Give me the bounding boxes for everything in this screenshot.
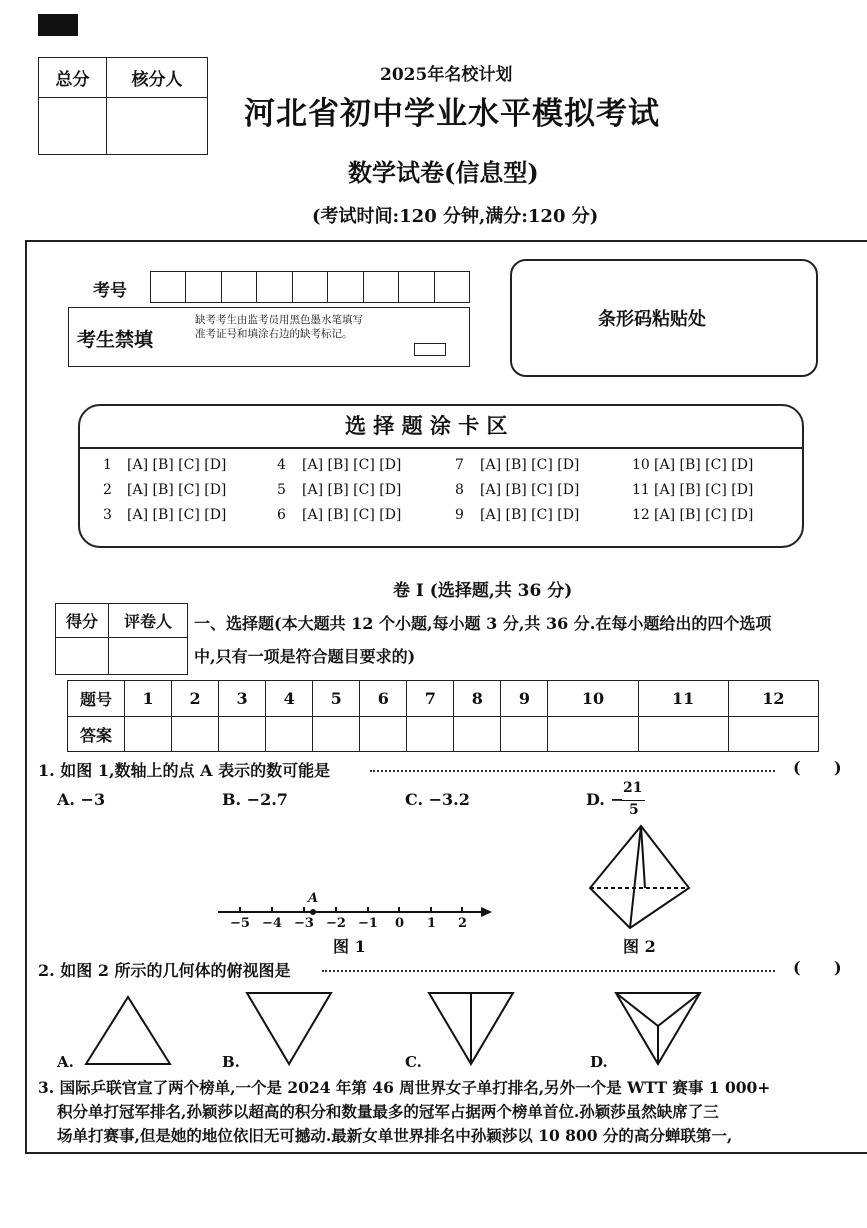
q2-leader-dots <box>322 958 775 972</box>
grader-person-label: 评卷人 <box>109 604 188 638</box>
q1-bracket: ( ) <box>793 758 842 777</box>
tick-label: −5 <box>230 916 250 931</box>
q1-option-d-denominator: 5 <box>629 802 639 818</box>
q1-option-d-prefix: D. − <box>586 790 624 809</box>
point-a-label: A <box>308 891 319 906</box>
tick-label: 1 <box>427 916 437 931</box>
card-opts-4[interactable]: [A] [B] [C] [D] <box>302 457 402 473</box>
card-opts-3[interactable]: [A] [B] [C] [D] <box>127 507 227 523</box>
answer-table-num-label: 题号 <box>68 681 125 717</box>
tick-label: −2 <box>326 916 346 931</box>
answer-table-num: 12 <box>728 681 818 717</box>
answer-table-num: 8 <box>454 681 501 717</box>
answer-table-num: 3 <box>219 681 266 717</box>
q1-option-a: A. −3 <box>57 790 106 809</box>
card-num-8: 8 <box>455 482 464 498</box>
answer-table-num: 7 <box>407 681 454 717</box>
q2-option-c-label: C. <box>405 1053 422 1071</box>
instruction-line-1: 一、选择题(本大题共 12 个小题,每小题 3 分,共 36 分.在每小题给出的四个选项 <box>194 614 772 633</box>
q1-option-d-fraction-bar <box>621 800 645 801</box>
q1-option-c: C. −3.2 <box>405 790 470 809</box>
q1-leader-dots <box>370 758 775 772</box>
barcode-label: 条形码粘贴处 <box>598 309 706 330</box>
q2-option-a-shape <box>82 994 174 1068</box>
answer-cell[interactable] <box>728 717 818 752</box>
tick-label: −4 <box>262 916 282 931</box>
answer-cell[interactable] <box>219 717 266 752</box>
q2-option-b-shape <box>243 990 335 1068</box>
q3-line-3: 场单打赛事,但是她的地位依旧无可撼动.最新女单世界排名中孙颖莎以 10 800 分的高分蝉联第一, <box>57 1126 733 1145</box>
score-box-checker: 核分人 <box>106 58 207 98</box>
forbidden-note: 缺考考生由监考员用黑色墨水笔填写准考证号和填涂右边的缺考标记。 <box>195 314 363 340</box>
answer-table-num: 10 <box>548 681 638 717</box>
answer-table <box>67 680 819 752</box>
card-num-6: 6 <box>277 507 286 523</box>
absence-mark-box[interactable] <box>414 343 446 356</box>
answer-cell[interactable] <box>266 717 313 752</box>
point-a-dot <box>310 909 316 915</box>
card-num-10: 10 <box>632 457 650 473</box>
card-num-4: 4 <box>277 457 286 473</box>
grader-box <box>55 603 188 675</box>
q2-option-c-shape <box>425 990 517 1068</box>
score-box <box>38 57 208 155</box>
answer-cell[interactable] <box>125 717 172 752</box>
q1-stem: 1. 如图 1,数轴上的点 A 表示的数可能是 <box>38 761 331 780</box>
exam-number-boxes[interactable] <box>150 271 470 303</box>
q2-option-a-label: A. <box>57 1053 74 1071</box>
answer-cell[interactable] <box>548 717 638 752</box>
answer-table-num: 4 <box>266 681 313 717</box>
card-opts-11[interactable]: [A] [B] [C] [D] <box>654 482 754 498</box>
answer-table-ans-label: 答案 <box>68 717 125 752</box>
answer-cell[interactable] <box>360 717 407 752</box>
q1-option-b: B. −2.7 <box>222 790 288 809</box>
figure-2-caption: 图 2 <box>623 937 656 956</box>
card-num-7: 7 <box>455 457 464 473</box>
tick-label: −3 <box>294 916 314 931</box>
page-subtitle: 数学试卷(信息型) <box>348 158 539 187</box>
card-opts-5[interactable]: [A] [B] [C] [D] <box>302 482 402 498</box>
card-num-12: 12 <box>632 507 650 523</box>
q2-stem: 2. 如图 2 所示的几何体的俯视图是 <box>38 961 291 980</box>
tick-label: 0 <box>395 916 405 931</box>
section-title: 卷 I (选择题,共 36 分) <box>393 581 573 601</box>
figure-1-caption: 图 1 <box>333 937 366 956</box>
card-num-1: 1 <box>103 457 112 473</box>
card-num-3: 3 <box>103 507 112 523</box>
answer-table-num: 11 <box>638 681 728 717</box>
tick-label: −1 <box>358 916 378 931</box>
answer-table-num: 2 <box>172 681 219 717</box>
answer-cell[interactable] <box>638 717 728 752</box>
card-num-9: 9 <box>455 507 464 523</box>
card-opts-12[interactable]: [A] [B] [C] [D] <box>654 507 754 523</box>
answer-table-num: 1 <box>125 681 172 717</box>
exam-info: (考试时间:120 分钟,满分:120 分) <box>312 206 599 227</box>
answer-cell[interactable] <box>501 717 548 752</box>
card-num-5: 5 <box>277 482 286 498</box>
card-opts-9[interactable]: [A] [B] [C] [D] <box>480 507 580 523</box>
q2-option-d-shape <box>612 990 704 1068</box>
tick-label: 2 <box>458 916 468 931</box>
card-num-2: 2 <box>103 482 112 498</box>
answer-card-divider <box>80 447 802 449</box>
card-opts-10[interactable]: [A] [B] [C] [D] <box>654 457 754 473</box>
page-title: 河北省初中学业水平模拟考试 <box>244 96 660 132</box>
card-opts-1[interactable]: [A] [B] [C] [D] <box>127 457 227 473</box>
card-opts-6[interactable]: [A] [B] [C] [D] <box>302 507 402 523</box>
forbidden-label: 考生禁填 <box>77 329 154 351</box>
answer-table-num: 9 <box>501 681 548 717</box>
grader-score-cell[interactable] <box>56 638 109 675</box>
q1-option-d-numerator: 21 <box>623 780 643 796</box>
instruction-line-2: 中,只有一项是符合题目要求的) <box>194 647 416 666</box>
grader-score-label: 得分 <box>56 604 109 638</box>
card-opts-2[interactable]: [A] [B] [C] [D] <box>127 482 227 498</box>
corner-mark <box>38 14 78 36</box>
exam-number-label: 考号 <box>93 281 127 301</box>
answer-cell[interactable] <box>407 717 454 752</box>
q3-line-1: 3. 国际乒联官宣了两个榜单,一个是 2024 年第 46 周世界女子单打排名,另外一个是 WTT 赛事 1 000+ <box>38 1078 771 1097</box>
card-opts-7[interactable]: [A] [B] [C] [D] <box>480 457 580 473</box>
answer-table-num: 5 <box>313 681 360 717</box>
answer-card-title: 选 择 题 涂 卡 区 <box>345 414 508 438</box>
plan-label: 2025年名校计划 <box>380 65 513 85</box>
card-num-11: 11 <box>632 482 650 498</box>
score-box-total: 总分 <box>39 58 107 98</box>
q3-line-2: 积分单打冠军排名,孙颖莎以超高的积分和数量最多的冠军占据两个榜单首位.孙颖莎虽然缺席了三 <box>57 1102 719 1121</box>
q2-option-d-label: D. <box>590 1053 608 1071</box>
grader-person-cell[interactable] <box>109 638 188 675</box>
answer-table-num: 6 <box>360 681 407 717</box>
number-line-figure <box>210 890 500 935</box>
answer-cell[interactable] <box>172 717 219 752</box>
answer-cell[interactable] <box>313 717 360 752</box>
score-box-checker-cell[interactable] <box>106 98 207 155</box>
card-opts-8[interactable]: [A] [B] [C] [D] <box>480 482 580 498</box>
score-box-total-cell[interactable] <box>39 98 107 155</box>
q2-bracket: ( ) <box>793 958 842 977</box>
tetrahedron-figure <box>585 822 695 932</box>
q2-option-b-label: B. <box>222 1053 240 1071</box>
answer-cell[interactable] <box>454 717 501 752</box>
